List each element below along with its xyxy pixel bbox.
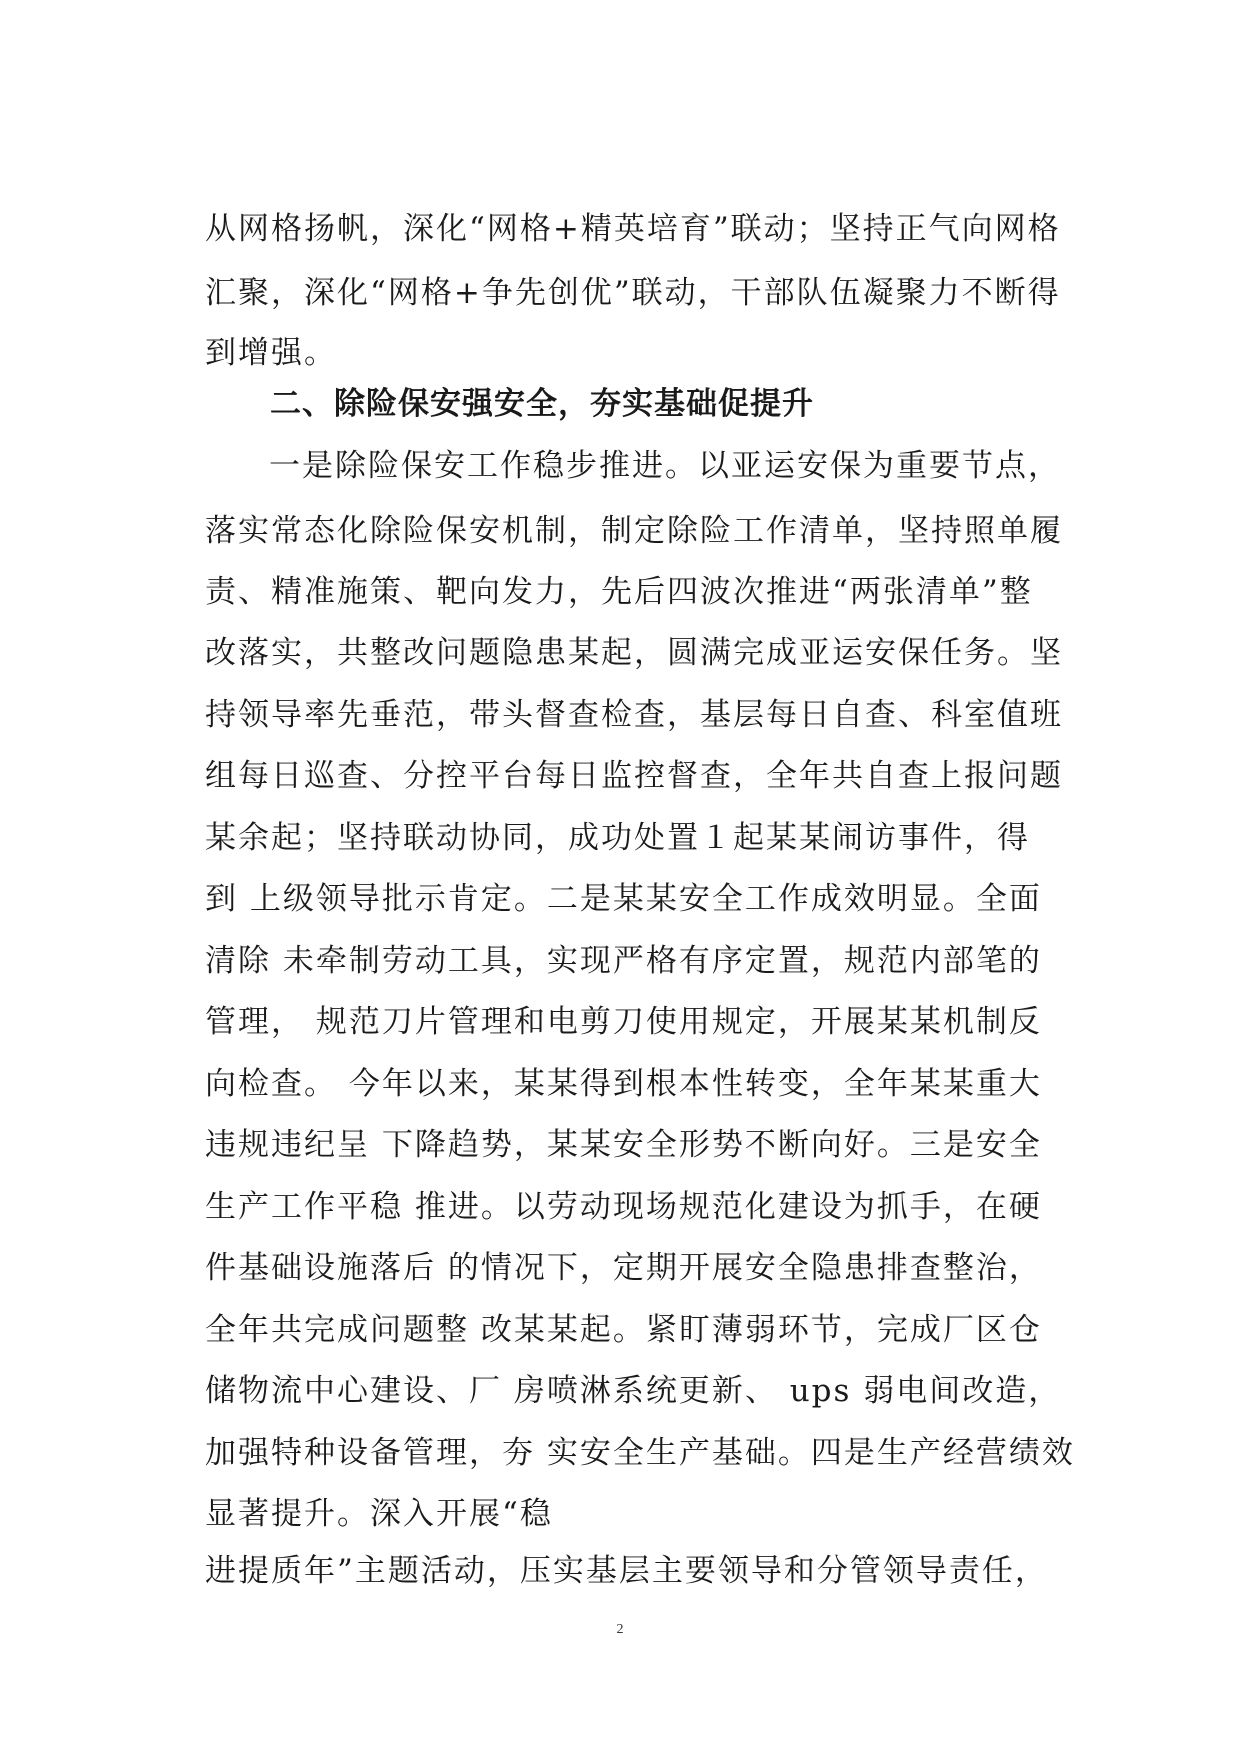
text-line: 显著提升。深入开展“稳 <box>205 1496 553 1532</box>
text-line: 储物流中心建设、厂 房喷淋系统更新、 ups 弱电间改造， <box>205 1373 1062 1409</box>
text-line: 从网格扬帆，深化“网格+精英培育”联动；坚持正气向网格 <box>205 211 1061 247</box>
page-number: 2 <box>616 1622 624 1637</box>
text-line: 责、精准施策、靶向发力，先后四波次推进“两张清单”整 <box>205 574 1033 610</box>
text-line: 管理， 规范刀片管理和电剪刀使用规定，开展某某机制反 <box>205 1004 1042 1040</box>
text-line: 全年共完成问题整 改某某起。紧盯薄弱环节，完成厂区仓 <box>205 1312 1042 1348</box>
text-line: 向检查。 今年以来，某某得到根本性转变，全年某某重大 <box>205 1066 1042 1102</box>
text-line: 某余起；坚持联动协同，成功处置１起某某闹访事件，得 <box>205 820 1030 856</box>
text-line: 清除 未牵制劳动工具，实现严格有序定置，规范内部笔的 <box>205 943 1042 979</box>
text-line: 到 上级领导批示肯定。二是某某安全工作成效明显。全面 <box>205 881 1042 917</box>
text-line: 到增强。 <box>205 335 337 371</box>
text-line: 改落实，共整改问题隐患某起，圆满完成亚运安保任务。坚 <box>205 635 1063 671</box>
text-line: 加强特种设备管理，夯 实安全生产基础。四是生产经营绩效 <box>205 1435 1075 1471</box>
text-line: 违规违纪呈 下降趋势，某某安全形势不断向好。三是安全 <box>205 1127 1042 1163</box>
paragraph-first-line: 一是除险保安工作稳步推进。以亚运安保为重要节点， <box>269 448 1061 484</box>
text-line: 生产工作平稳 推进。以劳动现场规范化建设为抓手，在硬 <box>205 1189 1042 1225</box>
text-line: 持领导率先垂范，带头督查检查，基层每日自查、科室值班 <box>205 697 1063 733</box>
text-line: 进提质年”主题活动，压实基层主要领导和分管领导责任， <box>205 1553 1048 1589</box>
text-line: 组每日巡查、分控平台每日监控督查，全年共自查上报问题 <box>205 758 1063 794</box>
text-line: 落实常态化除险保安机制，制定除险工作清单，坚持照单履 <box>205 513 1063 549</box>
section-heading: 二、除险保安强安全，夯实基础促提升 <box>270 386 814 422</box>
text-line: 件基础设施落后 的情况下，定期开展安全隐患排查整治， <box>205 1250 1042 1286</box>
text-line: 汇聚，深化“网格+争先创优”联动，干部队伍凝聚力不断得 <box>205 275 1061 311</box>
